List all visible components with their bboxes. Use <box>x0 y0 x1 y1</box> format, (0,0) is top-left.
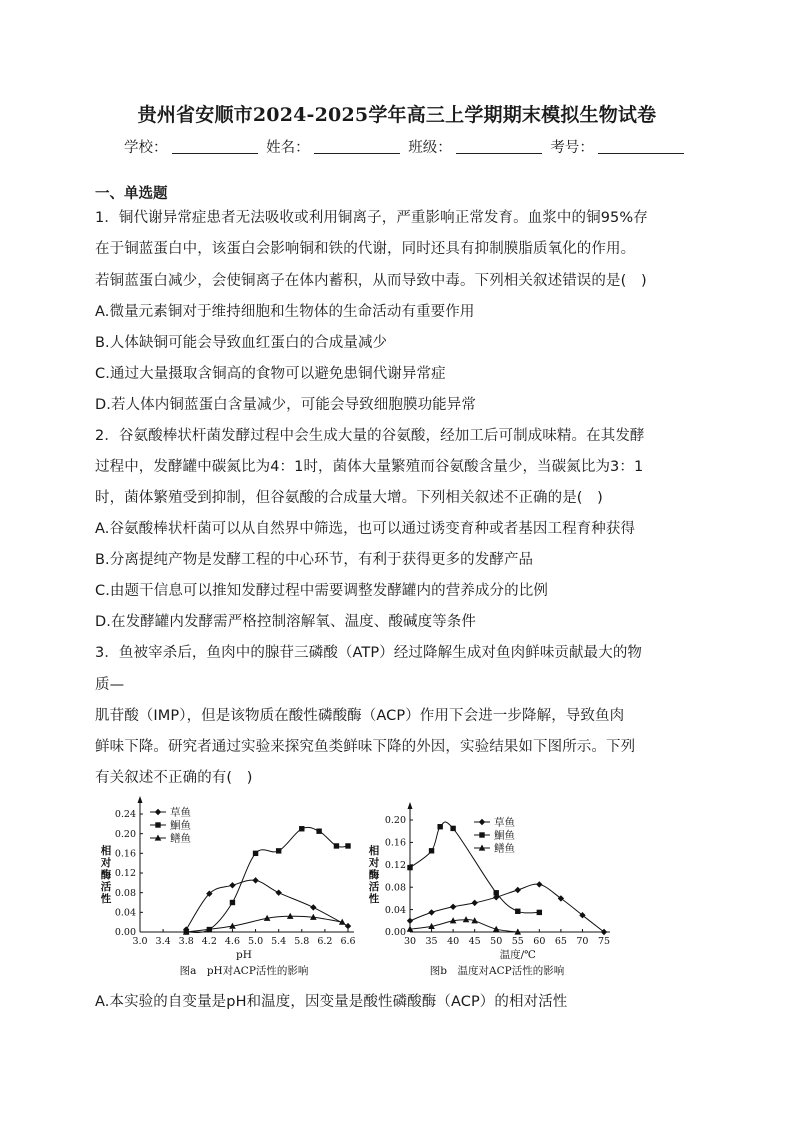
x-tick-label: 5.0 <box>248 936 264 947</box>
legend-label: 鮰鱼 <box>494 829 515 842</box>
data-point <box>345 923 351 929</box>
option-a-q3: A.本实验的自变量是pH和温度，因变量是酸性磷酸酶（ACP）的相对活性 <box>95 994 568 1010</box>
data-point <box>275 889 281 895</box>
y-axis-label-char: 相 <box>100 845 112 857</box>
legend-label: 草鱼 <box>494 816 515 829</box>
x-tick-label: 35 <box>425 936 438 947</box>
data-point <box>428 909 434 915</box>
series-line <box>186 880 348 929</box>
data-point <box>471 900 477 906</box>
x-tick-label: 50 <box>490 936 503 947</box>
text-line: 有关叙述不正确的有( ) <box>95 770 253 786</box>
data-point <box>299 826 304 831</box>
data-point <box>407 918 413 924</box>
x-tick-label: 6.6 <box>340 936 356 947</box>
legend-marker <box>479 819 485 825</box>
text-line: A.谷氨酸棒状杆菌可以从自然界中筛选，也可以通过诱变育种或者基因工程育种获得 <box>95 521 636 537</box>
y-axis-label-char: 酶 <box>368 869 380 881</box>
x-tick-label: 60 <box>533 936 546 947</box>
text-line: 鲜味下降。研究者通过实验来探究鱼类鲜味下降的外因，实验结果如下图所示。下列 <box>95 739 636 755</box>
x-tick-label: 40 <box>447 936 460 947</box>
data-point <box>515 887 521 893</box>
y-tick-label: 0.20 <box>384 815 406 827</box>
y-tick-label: 0.00 <box>114 927 136 939</box>
x-tick-label: 55 <box>511 936 524 947</box>
y-tick-label: 0.16 <box>384 837 406 849</box>
x-tick-label: 65 <box>554 936 567 947</box>
y-tick-label: 0.20 <box>114 828 136 840</box>
y-tick-label: 0.04 <box>114 907 136 919</box>
x-tick-label: 70 <box>576 936 589 947</box>
text-line: A.微量元素铜对于维持细胞和生物体的生命活动有重要作用 <box>95 304 475 320</box>
y-axis-label-char: 相 <box>368 845 380 857</box>
section-heading: 一、单选题 <box>95 186 168 202</box>
x-tick-label: 3.8 <box>178 936 194 947</box>
text-line: D.若人体内铜蓝蛋白含量减少，可能会导致细胞膜功能异常 <box>95 397 476 413</box>
text-line: 过程中，发酵罐中碳氮比为4：1时，菌体大量繁殖而谷氨酸含量少，当碳氮比为3：1 <box>95 459 644 475</box>
data-point <box>450 826 455 831</box>
x-tick-label: 5.4 <box>271 936 287 947</box>
legend-marker <box>155 822 160 827</box>
number-label: 考号： <box>550 140 594 156</box>
text-line: 在于铜蓝蛋白中，该蛋白会影响铜和铁的代谢，同时还具有抑制膜脂质氧化的作用。 <box>95 241 636 257</box>
data-point <box>230 900 235 905</box>
y-axis-label-char: 性 <box>100 893 112 905</box>
data-point <box>229 882 235 888</box>
text-line: 时，菌体繁殖受到抑制，但谷氨酸的合成量大增。下列相关叙述不正确的是( ) <box>95 490 603 506</box>
chart-caption: 图b 温度对ACP活性的影响 <box>429 965 565 977</box>
legend-label: 鳝鱼 <box>494 842 515 855</box>
x-tick-label: 3.0 <box>132 936 148 947</box>
y-axis-label-char: 对 <box>368 857 380 869</box>
text-line: 2．谷氨酸棒状杆菌发酵过程中会生成大量的谷氨酸，经加工后可制成味精。在其发酵 <box>95 428 645 444</box>
figure-charts <box>100 792 664 992</box>
text-line: D.在发酵罐内发酵需严格控制溶解氧、温度、酸碱度等条件 <box>95 614 476 630</box>
legend-label: 鮰鱼 <box>170 819 191 832</box>
school-label: 学校： <box>124 140 168 156</box>
y-axis-arrow <box>408 802 413 809</box>
y-tick-label: 0.08 <box>114 887 136 899</box>
y-axis-label-char: 活 <box>368 881 380 893</box>
x-tick-label: 45 <box>468 936 481 947</box>
text-line: 1．铜代谢异常症患者无法吸收或利用铜离子，严重影响正常发育。血浆中的铜95%存 <box>95 210 648 226</box>
school-blank[interactable] <box>172 139 258 154</box>
x-axis-label: pH <box>236 949 252 961</box>
legend-label: 鳝鱼 <box>170 832 191 845</box>
text-line: C.通过大量摄取含铜高的食物可以避免患铜代谢异常症 <box>95 366 446 382</box>
data-point <box>310 904 316 910</box>
text-line: 3．鱼被宰杀后，鱼肉中的腺苷三磷酸（ATP）经过降解生成对鱼肉鲜味贡献最大的物 <box>95 645 643 661</box>
y-axis-label-char: 活 <box>100 881 112 893</box>
student-info-line <box>124 136 688 157</box>
legend-marker <box>155 809 161 815</box>
text-line: C.由题干信息可以推知发酵过程中需要调整发酵罐内的营养成分的比例 <box>95 583 548 599</box>
data-point <box>252 877 258 883</box>
data-point <box>515 909 520 914</box>
name-label: 姓名： <box>266 140 310 156</box>
data-point <box>450 904 456 910</box>
text-line: 若铜蓝蛋白减少，会使铜离子在体内蓄积，从而导致中毒。下列相关叙述错误的是( ) <box>95 273 647 289</box>
text-line: 肌苷酸（IMP），但是该物质在酸性磷酸酶（ACP）作用下会进一步降解，导致鱼肉 <box>95 708 625 724</box>
legend-marker <box>479 832 484 837</box>
data-point <box>429 848 434 853</box>
data-point <box>334 843 339 848</box>
data-point <box>407 865 412 870</box>
data-point <box>253 851 258 856</box>
y-tick-label: 0.08 <box>384 882 406 894</box>
y-tick-label: 0.24 <box>114 809 136 821</box>
charts-svg <box>100 792 664 988</box>
y-tick-label: 0.00 <box>384 927 406 939</box>
data-point <box>316 829 321 834</box>
x-tick-label: 30 <box>403 936 417 947</box>
x-axis-label: 温度/℃ <box>499 949 536 961</box>
series-line <box>186 916 342 932</box>
x-tick-label: 4.6 <box>224 936 240 947</box>
data-point <box>345 843 350 848</box>
y-axis-label-char: 对 <box>100 857 112 869</box>
x-tick-label: 4.2 <box>201 936 217 947</box>
class-label: 班级： <box>408 140 452 156</box>
y-axis-arrow <box>138 796 143 803</box>
y-tick-label: 0.16 <box>114 848 136 860</box>
name-blank[interactable] <box>314 139 400 154</box>
text-line: 质— <box>95 677 125 693</box>
chart-caption: 图a pH对ACP活性的影响 <box>179 965 309 977</box>
x-tick-label: 5.8 <box>294 936 310 947</box>
data-point <box>494 890 499 895</box>
data-point <box>276 848 281 853</box>
y-axis-label-char: 酶 <box>100 869 112 881</box>
legend-label: 草鱼 <box>170 806 191 819</box>
data-point <box>536 881 542 887</box>
y-tick-label: 0.12 <box>114 868 136 880</box>
text-line: B.分离提纯产物是发酵工程的中心环节，有利于获得更多的发酵产品 <box>95 552 534 568</box>
page-title: 贵州省安顺市2024-2025学年高三上学期期末模拟生物试卷 <box>137 104 657 126</box>
data-point <box>437 824 442 829</box>
y-tick-label: 0.12 <box>384 860 406 871</box>
class-blank[interactable] <box>456 139 542 154</box>
x-tick-label: 3.4 <box>155 936 171 947</box>
number-blank[interactable] <box>598 139 684 154</box>
y-axis-label-char: 性 <box>368 893 380 905</box>
data-point <box>537 910 542 915</box>
y-tick-label: 0.04 <box>384 904 406 916</box>
x-tick-label: 6.2 <box>317 936 333 947</box>
text-line: B.人体缺铜可能会导致血红蛋白的合成量减少 <box>95 335 388 351</box>
series-line <box>410 822 539 913</box>
x-tick-label: 75 <box>597 936 611 947</box>
